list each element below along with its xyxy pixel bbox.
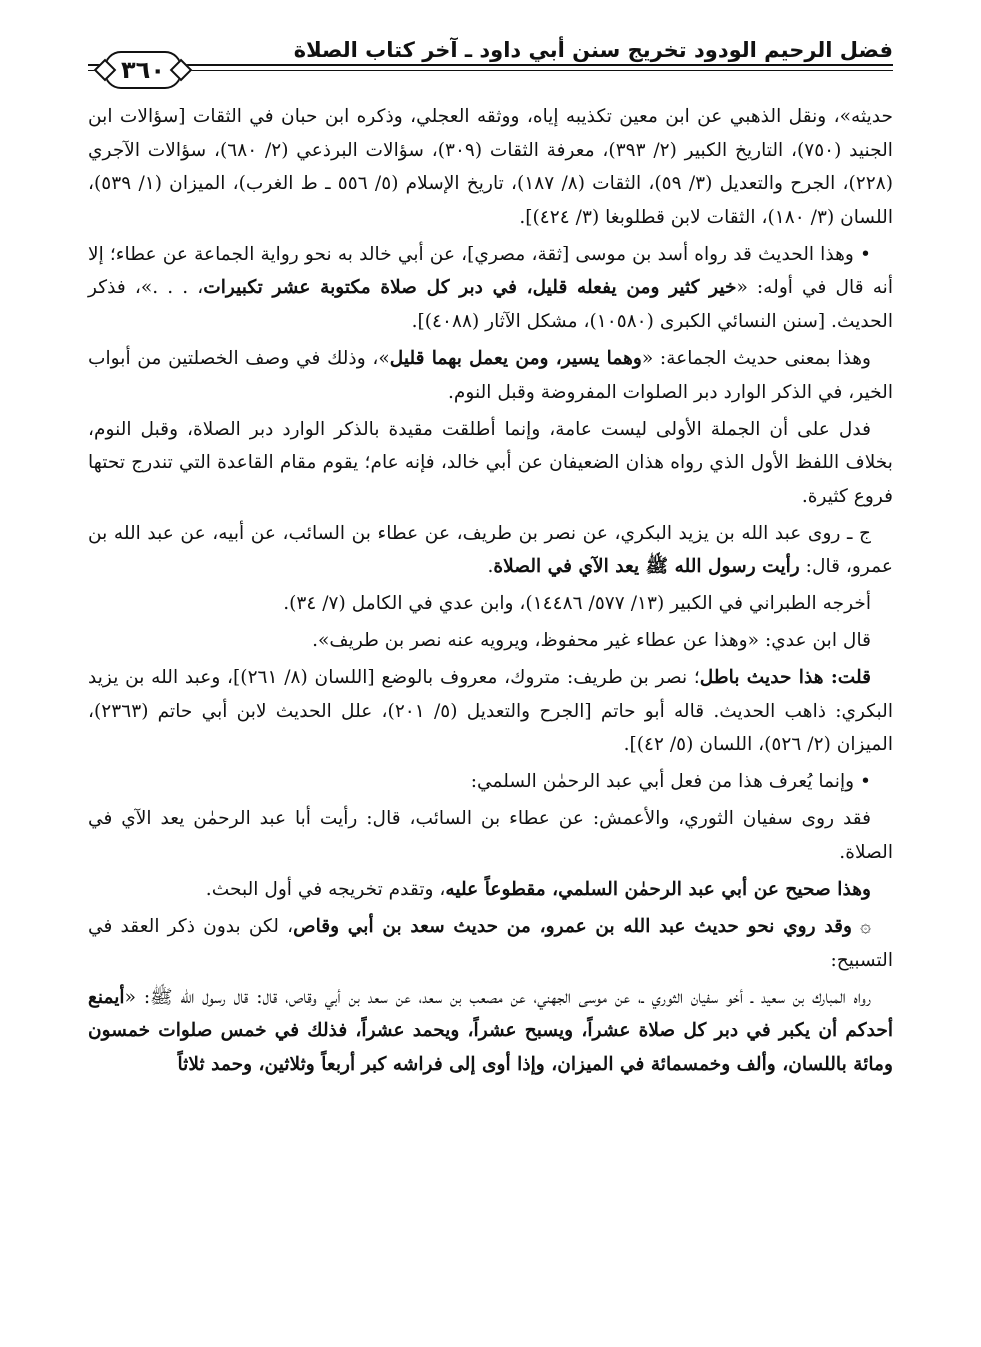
paragraph-text: حديثه»، ونقل الذهبي عن ابن معين تكذيبه إياه، ووثقه العجلي، وذكره ابن حبان في الثقات [سؤالات ابن الجنيد (٧٥٠)، التاريخ الكبير (٢/ ٣٩٣)، معرفة الثقات (٣٠٩)، سؤالات البرذعي (٢/ ٦٨٠)، سؤالات الآجري (٢٢٨)، الجرح والتعديل (٣/ ٥٩)، الثقات (٨/ ١٨٧)، تاريخ الإسلام (٥/ ٥٥٦ ـ ط الغرب)، الميزان (١/ ٥٣٩)، اللسان (٣/ ١٨٠)، الثقات لابن قطلوبغا (٣/ ٤٢٤)]. <box>88 106 893 228</box>
paragraph-text: فدل على أن الجملة الأولى ليست عامة، وإنما أطلقت مقيدة بالذكر الوارد دبر الصلاة، وقبل النوم، بخلاف اللفظ الأول الذي رواه هذان الضعيفان عن أبي خالد، فإنه عام؛ يقوم مقام القاعدة التي تندرج تحتها فروع كثيرة. <box>88 418 893 507</box>
paragraph <box>88 661 893 762</box>
bold-text: وقد روي نحو حديث عبد الله بن عمرو، من حديث سعد بن أبي وقاص <box>293 915 852 937</box>
bold-text: قلت: هذا حديث باطل <box>699 667 871 689</box>
paragraph-text: ، لكن بدون ذكر العقد في التسبيح: <box>88 915 893 971</box>
bold-text: رأيت رسول الله ﷺ يعد الآي في الصلاة <box>493 556 800 578</box>
paragraph <box>88 517 893 584</box>
paragraph <box>88 765 893 799</box>
paragraph <box>88 981 893 1082</box>
paragraph <box>88 910 893 977</box>
paragraph <box>88 413 893 514</box>
paragraph-text: ۞ <box>851 915 871 937</box>
paragraph-text: قال ابن عدي: «وهذا عن عطاء غير محفوظ، ويرويه عنه نصر بن طريف». <box>312 630 871 652</box>
paragraph <box>88 624 893 658</box>
paragraph <box>88 238 893 339</box>
paragraph-text: »، وذلك في وصف الخصلتين من أبواب الخير، في الذكر الوارد دبر الصلوات المفروضة وقبل النوم. <box>88 347 893 403</box>
paragraph <box>88 587 893 621</box>
bold-text: خير كثير ومن يفعله قليل، في دبر كل صلاة مكتوبة عشر تكبيرات <box>203 277 737 299</box>
paragraph <box>88 342 893 409</box>
bold-text: وهذا صحيح عن أبي عبد الرحمٰن السلمي، مقطوعاً عليه <box>445 878 871 900</box>
paragraph-text: ؛ نصر بن طريف: متروك، معروف بالوضع [اللسان (٨/ ٢٦١)]، وعبد الله بن يزيد البكري: ذاهب الحديث. قاله أبو حاتم [الجرح والتعديل (٥/ ٢٠١)، علل الحديث لابن أبي حاتم (٢٣٦٣)، الميزان (٢/ ٥٢٦)، اللسان (٥/ ٤٢)]. <box>88 667 894 756</box>
header-rule-thin <box>88 70 893 71</box>
page-body <box>88 100 893 1085</box>
paragraph-text: ، وتقدم تخريجه في أول البحث. <box>205 878 446 900</box>
paragraph-text: أخرجه الطبراني في الكبير (١٣/ ٥٧٧/ ١٤٤٨٦)، وابن عدي في الكامل (٧/ ٣٤). <box>283 593 871 615</box>
paragraph <box>88 873 893 907</box>
paragraph-text: • وإنما يُعرف هذا من فعل أبي عبد الرحمٰن السلمي: <box>470 771 871 793</box>
paragraph-text: ج ـ روى عبد الله بن يزيد البكري، عن نصر بن طريف، عن عطاء بن السائب، عن أبيه، عن عبد الله بن عمرو، قال: <box>88 522 893 578</box>
paragraph-text: ، . . .»، فذكر الحديث. [سنن النسائي الكبرى (١٠٥٨٠)، مشكل الآثار (٤٠٨٨)]. <box>88 277 893 332</box>
header-title: فضل الرحيم الودود تخريج سنن أبي داود ـ آخر كتاب الصلاة <box>293 38 893 62</box>
paragraph-text: فقد روى سفيان الثوري، والأعمش: عن عطاء بن السائب، قال: رأيت أبا عبد الرحمٰن يعد الآي في الصلاة. <box>88 808 893 863</box>
page-number-badge <box>104 51 182 89</box>
paragraph-text: • وهذا الحديث قد رواه أسد بن موسى [ثقة، مصري]، عن أبي خالد به نحو رواية الجماعة عن عطاء؛ إلا أنه قال في أوله: « <box>88 243 894 299</box>
paragraph <box>88 100 893 234</box>
running-header <box>88 30 893 64</box>
paragraph-text: وهذا بمعنى حديث الجماعة: « <box>641 347 871 369</box>
bold-text: وهما يسير، ومن يعمل بهما قليل <box>389 347 642 369</box>
paragraph-text: . <box>487 556 494 578</box>
header-rule <box>88 64 893 66</box>
page-number: ٣٦٠ <box>121 56 165 84</box>
paragraph <box>88 802 893 869</box>
paragraph-text: رواه المبارك بن سعيد ـ أخو سفيان الثوري ـ، عن موسى الجهني، عن مصعب بن سعد، عن سعد بن أبي وقاص، قال: قال رسول الله ﷺ: « <box>124 986 871 1008</box>
bold-text: أيمنع أحدكم أن يكبر في دبر كل صلاة عشراً، ويسبح عشراً، ويحمد عشراً، فذلك في خمس صلوات خمسون ومائة باللسان، وألف وخمسمائة في الميزان، وإذا أوى إلى فراشه كبر أربعاً وثلاثين، وحمد ثلاثاً <box>88 986 893 1075</box>
